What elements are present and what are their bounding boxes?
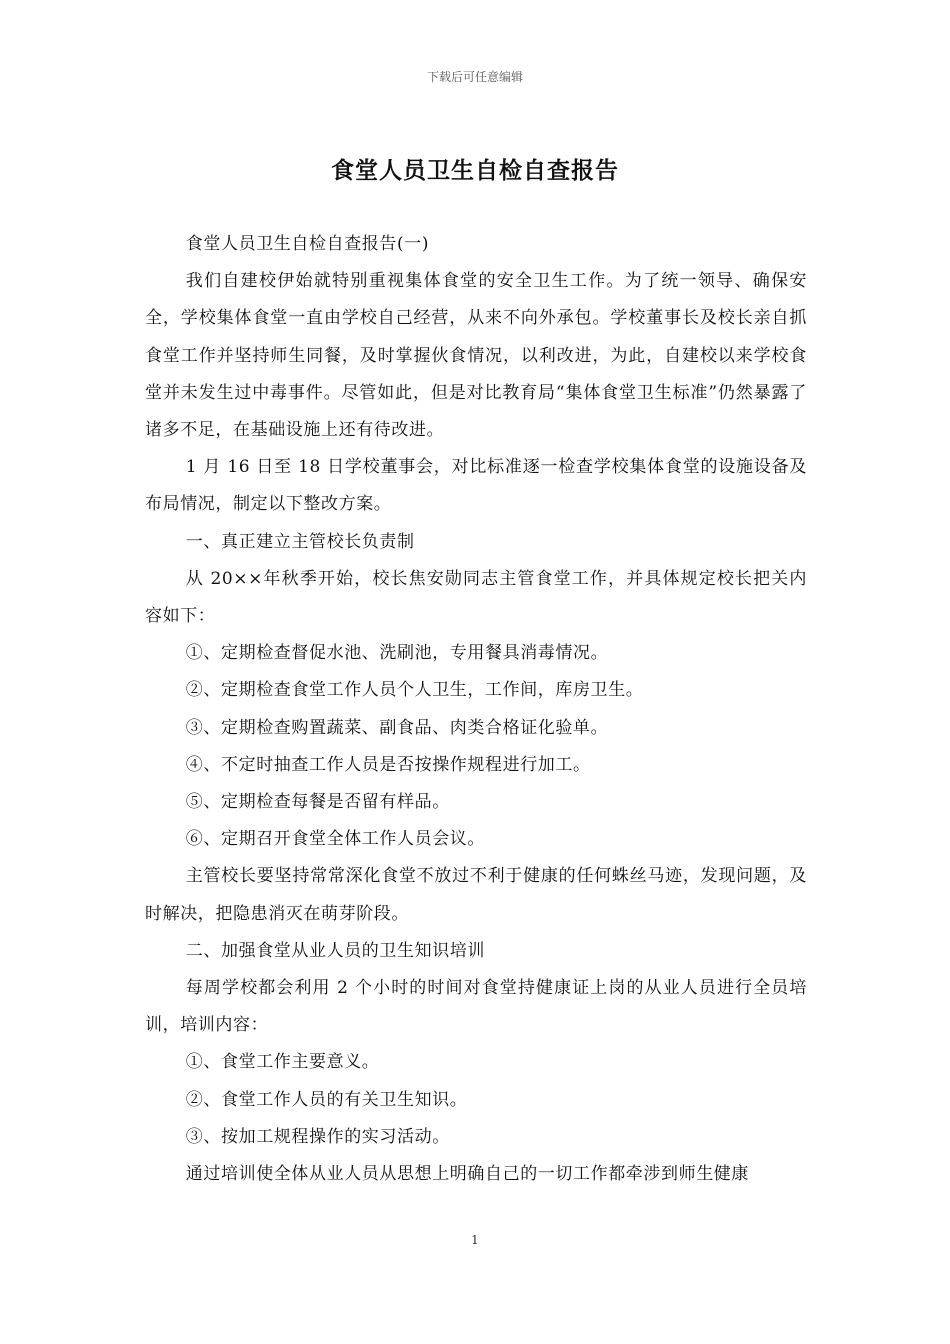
document-title: 食堂人员卫生自检自查报告 [331,157,619,184]
paragraph: 从 20××年秋季开始，校长焦安勋同志主管食堂工作，并具体规定校长把关内容如下： [145,568,807,627]
paragraph: 每周学校都会利用 2 个小时的时间对食堂持健康证上岗的从业人员进行全员培训，培训内容： [145,978,807,1036]
paragraph: 主管校长要坚持常常深化食堂不放过不利于健康的任何蛛丝马迹，发现问题，及时解决，把隐患消灭在萌芽阶段。 [145,866,807,924]
document-body [145,226,807,1193]
list-item: ⑥、定期召开食堂全体工作人员会议。 [185,829,485,850]
section-heading: 一、真正建立主管校长负责制 [185,531,415,552]
list-item: ④、不定时抽查工作人员是否按操作规程进行加工。 [185,754,591,775]
list-item: ①、定期检查督促水池、洗刷池，专用餐具消毒情况。 [185,643,609,664]
list-item: ③、按加工规程操作的实习活动。 [185,1126,450,1147]
paragraph-subtitle: 食堂人员卫生自检自查报告(一) [185,234,430,254]
list-item: ②、食堂工作人员的有关卫生知识。 [185,1089,468,1110]
list-item: ⑤、定期检查每餐是否留有样品。 [185,792,450,813]
header-note: 下载后可任意编辑 [426,70,523,84]
page-number: 1 [471,1233,479,1247]
paragraph: 通过培训使全体从业人员从思想上明确自己的一切工作都牵涉到师生健康 [185,1164,749,1185]
section-heading: 二、加强食堂从业人员的卫生知识培训 [185,940,485,961]
list-item: ②、定期检查食堂工作人员个人卫生，工作间，库房卫生。 [185,680,644,701]
list-item: ①、食堂工作主要意义。 [185,1052,380,1073]
paragraph: 我们自建校伊始就特别重视集体食堂的安全卫生工作。为了统一领导、确保安全，学校集体食堂一直由学校自己经营，从来不向外承包。学校董事长及校长亲自抓食堂工作并坚持师生同餐，及时掌握伙食情况，以利改进，为此，自建校以来学校食堂并未发生过中毒事件。尽管如此，但是对比教育局“集体食堂卫生标准”仍然暴露了诸多不足，在基础设施上还有待改进。 [145,271,807,441]
list-item: ③、定期检查购置蔬菜、副食品、肉类合格证化验单。 [185,717,609,738]
paragraph: 1 月 16 日至 18 日学校董事会，对比标准逐一检查学校集体食堂的设施设备及布局情况，制定以下整改方案。 [145,457,807,515]
